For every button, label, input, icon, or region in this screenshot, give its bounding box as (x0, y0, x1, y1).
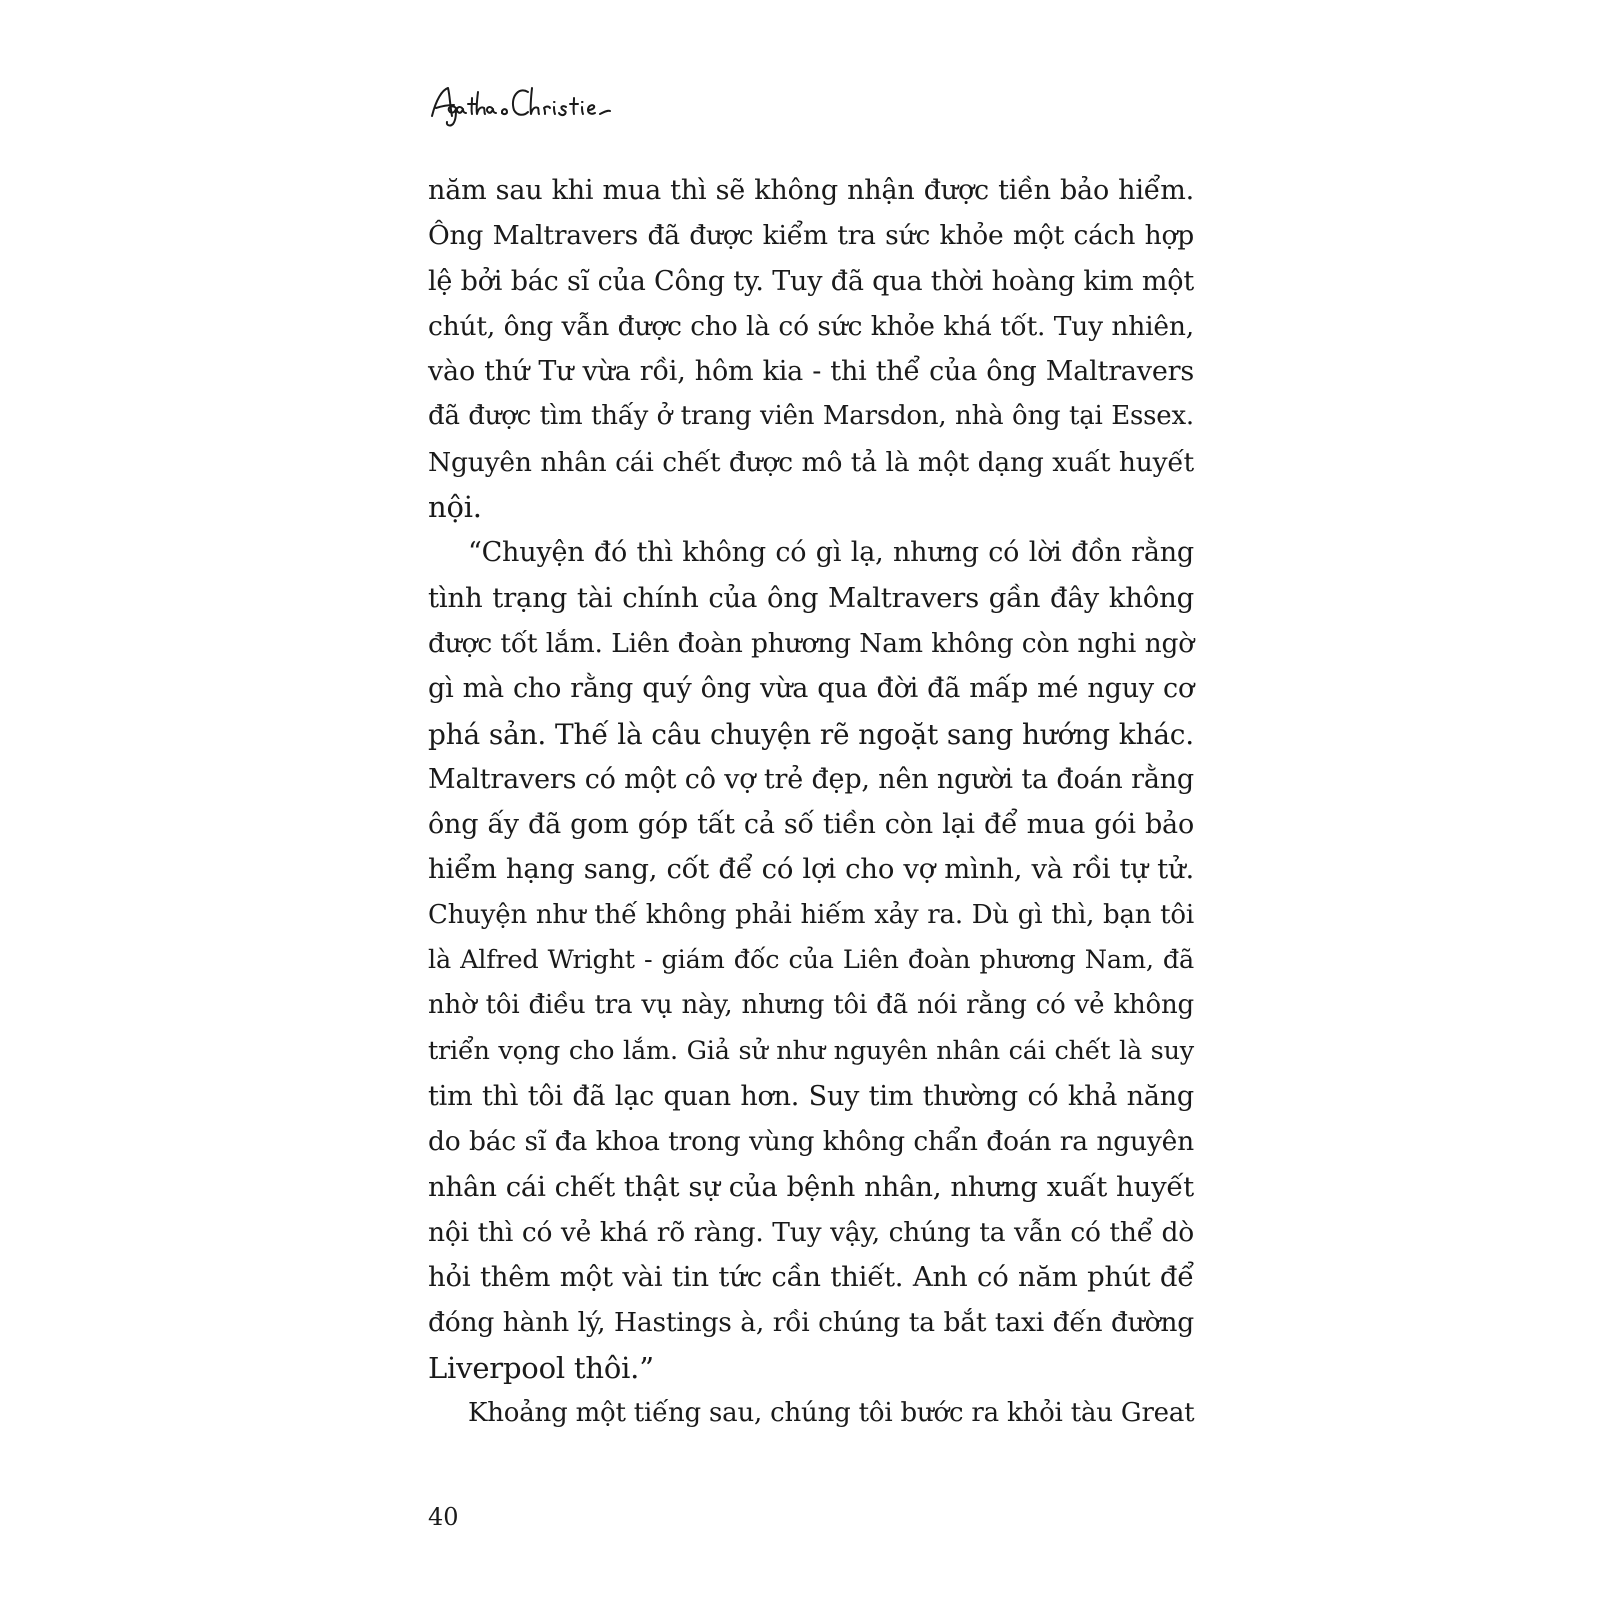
text-line: “Chuyện đó thì không có gì lạ, nhưng có lời đồn rằng (468, 537, 1194, 569)
page-number: 40 (428, 1503, 459, 1531)
text-line: lệ bởi bác sĩ của Công ty. Tuy đã qua thời hoàng kim một (428, 265, 1194, 297)
text-line: phá sản. Thế là câu chuyện rẽ ngoặt sang hướng khác. (428, 717, 1194, 751)
text-line: do bác sĩ đa khoa trong vùng không chẩn đoán ra nguyên (428, 1126, 1194, 1158)
text-line: chút, ông vẫn được cho là có sức khỏe khá tốt. Tuy nhiên, (428, 310, 1194, 342)
text-line: được tốt lắm. Liên đoàn phương Nam không còn nghi ngờ (428, 627, 1194, 659)
body-text (428, 168, 1194, 1436)
text-line: Maltravers có một cô vợ trẻ đẹp, nên người ta đoán rằng (428, 763, 1194, 795)
text-line: Chuyện như thế không phải hiếm xảy ra. Dù gì thì, bạn tôi (428, 899, 1194, 930)
text-line: nhờ tôi điều tra vụ này, nhưng tôi đã nói rằng có vẻ không (428, 990, 1194, 1021)
text-line: Ông Maltravers đã được kiểm tra sức khỏe một cách hợp (428, 220, 1194, 252)
author-signature (428, 78, 628, 134)
text-line: Liverpool thôi.” (428, 1350, 654, 1385)
signature-mark (428, 78, 628, 134)
text-line: đóng hành lý, Hastings à, rồi chúng ta bắt taxi đến đường (428, 1307, 1194, 1339)
text-line: nội thì có vẻ khá rõ ràng. Tuy vậy, chúng ta vẫn có thể dò (428, 1216, 1194, 1248)
text-line: vào thứ Tư vừa rồi, hôm kia - thi thể của ông Maltravers (428, 356, 1194, 388)
text-line: gì mà cho rằng quý ông vừa qua đời đã mấp mé nguy cơ (428, 673, 1194, 705)
text-line: hỏi thêm một vài tin tức cần thiết. Anh có năm phút để (428, 1261, 1194, 1294)
text-line: Nguyên nhân cái chết được mô tả là một dạng xuất huyết (428, 446, 1194, 478)
text-line: là Alfred Wright - giám đốc của Liên đoàn phương Nam, đã (428, 945, 1194, 976)
text-line: tình trạng tài chính của ông Maltravers gần đây không (428, 581, 1194, 614)
text-line: triển vọng cho lắm. Giả sử như nguyên nhân cái chết là suy (428, 1035, 1194, 1066)
text-line: ông ấy đã gom góp tất cả số tiền còn lại để mua gói bảo (428, 809, 1194, 841)
text-line: đã được tìm thấy ở trang viên Marsdon, nhà ông tại Essex. (428, 401, 1194, 432)
text-line: tim thì tôi đã lạc quan hơn. Suy tim thường có khả năng (428, 1080, 1194, 1112)
text-line: nội. (428, 490, 482, 525)
text-line: Khoảng một tiếng sau, chúng tôi bước ra khỏi tàu Great (468, 1398, 1195, 1429)
text-line: năm sau khi mua thì sẽ không nhận được tiền bảo hiểm. (428, 175, 1194, 206)
text-line: hiểm hạng sang, cốt để có lợi cho vợ mình, và rồi tự tử. (428, 853, 1194, 886)
text-line: nhân cái chết thật sự của bệnh nhân, nhưng xuất huyết (428, 1170, 1194, 1203)
